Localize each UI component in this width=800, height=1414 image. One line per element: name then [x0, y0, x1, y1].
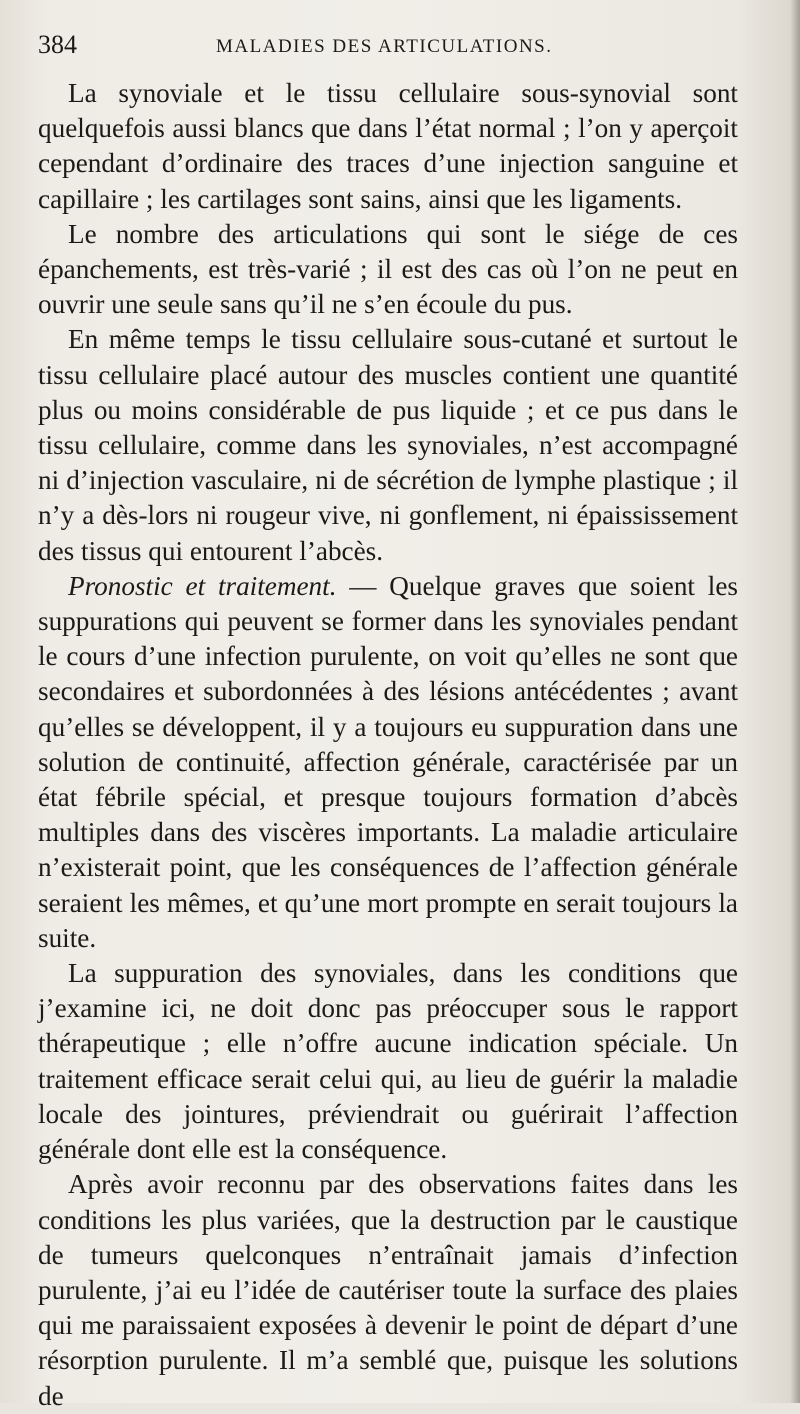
body-text: [38, 76, 738, 1414]
page-edge-shadow: [790, 0, 800, 1403]
paragraph-prognosis-text: — Quelque graves que soient les suppurations qui peuvent se former dans les synoviales pendant le cours d’une infection purulente, on voit qu’elles ne sont que secondaires et subordonnées à des lésions antécédentes ; avant qu’elles se développent, il y a toujours eu suppuration dans une solution de continuité, affection générale, caractérisée par un état fébrile spécial, et presque toujours formation d’abcès multiples dans des viscères importants. La maladie articulaire n’existerait point, que les conséquences de l’affection générale seraient les mêmes, et qu’une mort prompte en serait toujours la suite.: [38, 570, 738, 953]
section-heading-prognosis: Pronostic et traitement.: [68, 570, 337, 601]
paragraph-therapeutic: La suppuration des synoviales, dans les conditions que j’examine ici, ne doit donc pas préoccuper sous le rapport thérapeutique ; elle n’offre aucune indication spéciale. Un traitement efficace serait celui qui, au lieu de guérir la maladie locale des jointures, préviendrait ou guérirait l’affection générale dont elle est la conséquence.: [38, 958, 738, 1165]
running-title: MALADIES DES ARTICULATIONS.: [216, 36, 553, 57]
paragraph-number-of-joints: Le nombre des articulations qui sont le siége de ces épanchements, est très-varié ; il est des cas où l’on ne peut en ouvrir une seule sans qu’il ne s’en écoule du pus.: [38, 218, 738, 320]
paragraph-prognosis: [38, 569, 738, 956]
paragraph-cellular-tissue: En même temps le tissu cellulaire sous-cutané et surtout le tissu cellulaire placé autour des muscles contient une quantité plus ou moins considérable de pus liquide ; et ce pus dans le tissu cellulaire, comme dans les synoviales, n’est accompagné ni d’injection vasculaire, ni de sécrétion de lymphe plastique ; il n’y a dès-lors ni rougeur vive, ni gonflement, ni épaississement des tissus qui entourent l’abcès.: [38, 324, 738, 566]
page-header: [38, 28, 738, 76]
page-number: 384: [38, 30, 77, 59]
paragraph-synovial-appearance: La synoviale et le tissu cellulaire sous-synovial sont quelquefois aussi blancs que dans l’état normal ; l’on y aperçoit cependant d’ordinaire des traces d’une injection sanguine et capillaire ; les cartilages sont sains, ainsi que les ligaments.: [38, 78, 738, 214]
paragraph-cauterization: Après avoir reconnu par des observations faites dans les conditions les plus variées, que la destruction par le caustique de tumeurs quelconques n’entraînait jamais d’infection purulente, j’ai eu l’idée de cautériser toute la surface des plaies qui me paraissaient exposées à devenir le point de départ d’une résorption purulente. Il m’a semblé que, puisque les solutions de: [38, 1169, 738, 1411]
